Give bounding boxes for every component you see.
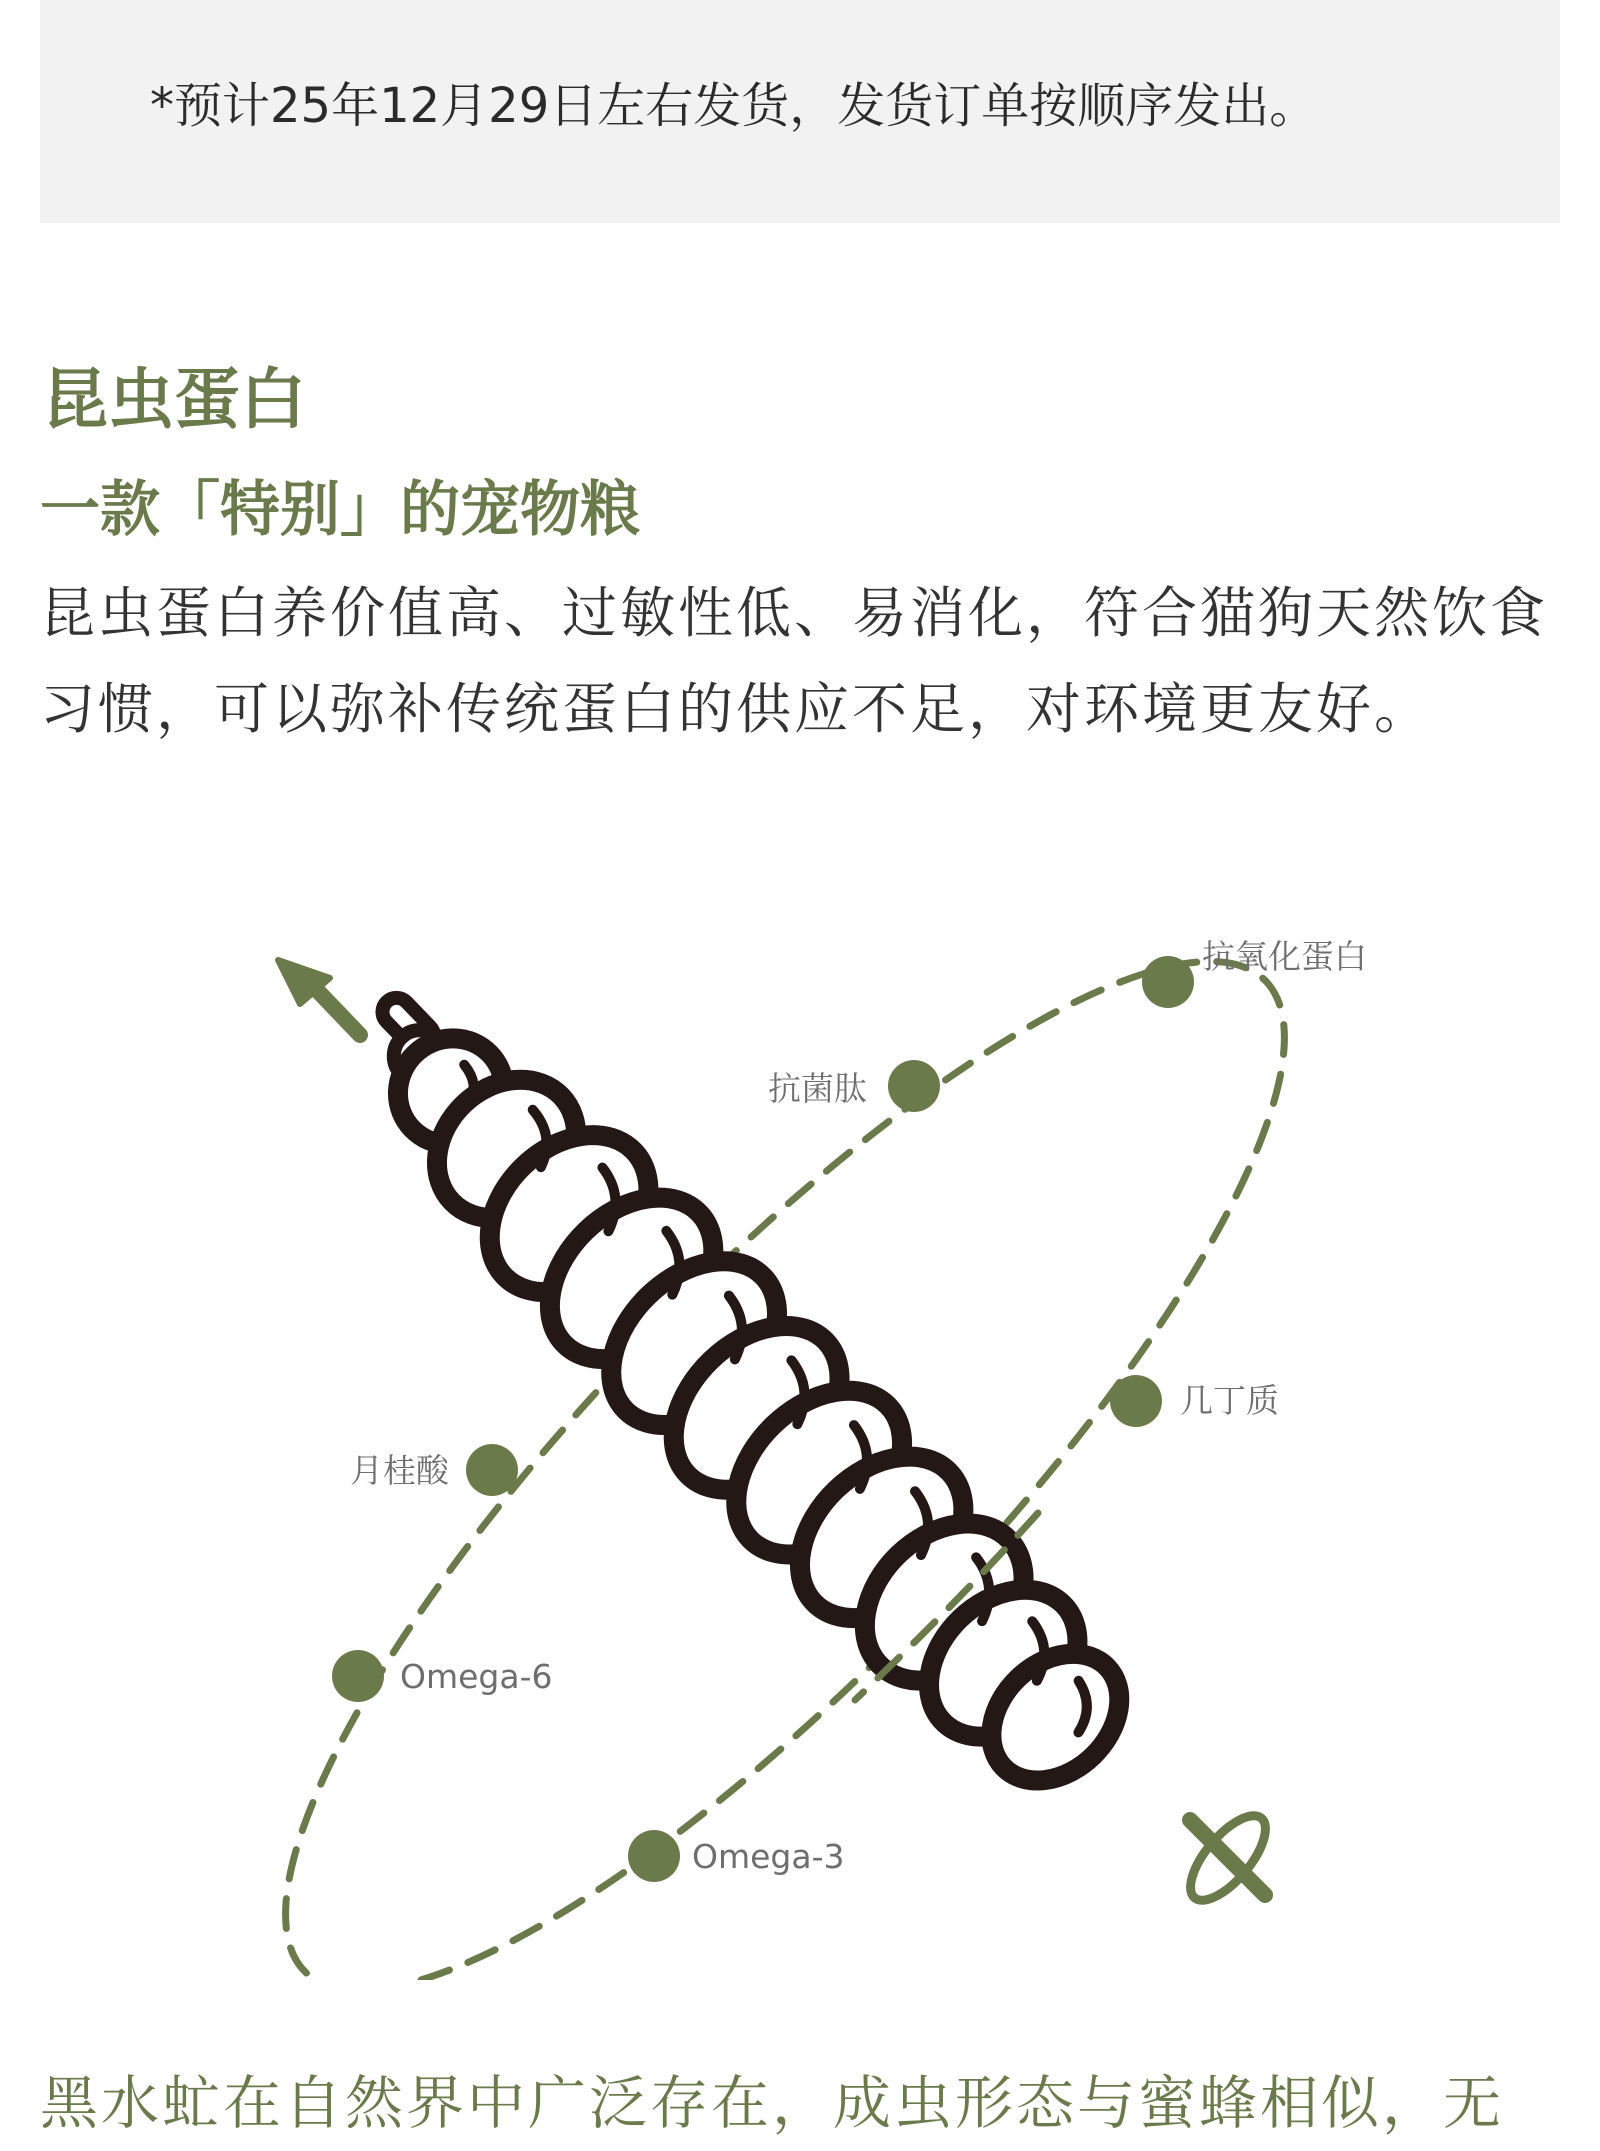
shipping-notice-box	[40, 0, 1560, 223]
node-lauric-acid	[350, 1444, 518, 1496]
node-label-antimicrobial-peptide: 抗菌肽	[768, 1069, 867, 1108]
node-omega6	[332, 1650, 553, 1702]
node-antioxidant-protein	[1142, 937, 1367, 1008]
insect-protein-illustration	[0, 880, 1600, 1980]
node-label-omega3: Omega-3	[692, 1837, 845, 1876]
node-omega3	[628, 1830, 845, 1882]
node-chitin	[1110, 1375, 1279, 1427]
shipping-notice-text: *预计25年12月29日左右发货，发货订单按顺序发出。	[150, 78, 1318, 134]
section-title: 昆虫蛋白	[42, 361, 306, 438]
black-soldier-fly-intro: 黑水虻在自然界中广泛存在，成虫形态与蜜蜂相似，无	[40, 2069, 1505, 2137]
node-label-chitin: 几丁质	[1180, 1381, 1279, 1420]
node-antimicrobial-peptide	[768, 1060, 940, 1112]
node-label-lauric-acid: 月桂酸	[350, 1451, 449, 1490]
section-body-text: 昆虫蛋白养价值高、过敏性低、易消化，符合猫狗天然饮食习惯，可以弥补传统蛋白的供应不足，对环境更友好。	[40, 581, 1549, 741]
node-label-antioxidant-protein: 抗氧化蛋白	[1202, 937, 1367, 976]
arrow-up-left-icon	[278, 960, 360, 1035]
rotation-icon	[1178, 1804, 1279, 1912]
node-label-omega6: Omega-6	[400, 1657, 553, 1696]
section-subtitle: 一款「特别」的宠物粮	[40, 475, 640, 545]
